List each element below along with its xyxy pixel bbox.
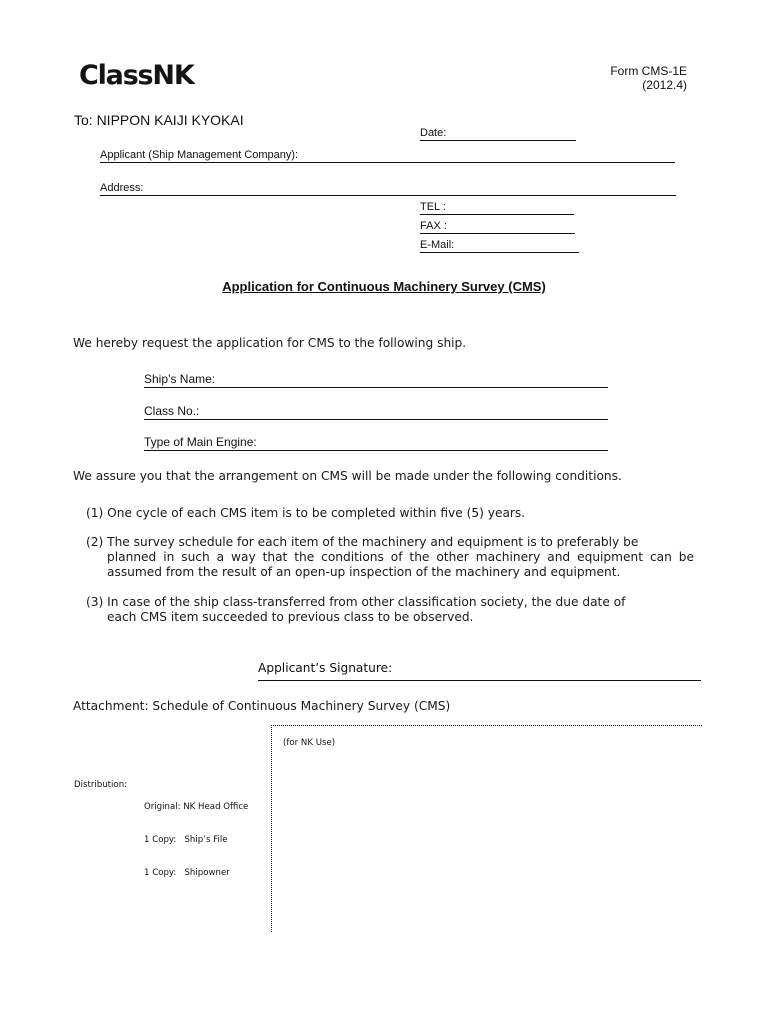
- condition-1: [86, 506, 694, 521]
- page-title: Application for Continuous Machinery Survey (CMS): [222, 279, 546, 294]
- condition-1-line: (1) One cycle of each CMS item is to be completed within five (5) years.: [86, 506, 526, 520]
- signature-label: Applicant’s Signature:: [258, 661, 393, 675]
- condition-3: [86, 595, 694, 625]
- distribution-label: Distribution:: [74, 780, 128, 790]
- main-engine-field[interactable]: [144, 435, 608, 451]
- classnk-logo: ClassNK: [79, 60, 194, 91]
- condition-2-first-line: (2) The survey schedule for each item of the machinery and equipment is to preferably be: [86, 535, 639, 549]
- form-number-code: Form CMS-1E: [610, 64, 687, 78]
- nk-use-label: (for NK Use): [283, 738, 336, 748]
- condition-3-first-line: (3) In case of the ship class-transferred from other classification society, the due date of: [86, 595, 626, 609]
- address-label: Address:: [100, 182, 144, 194]
- applicant-field[interactable]: [100, 148, 675, 163]
- applicant-label: Applicant (Ship Management Company):: [100, 149, 299, 161]
- condition-2-continuation: planned in such a way that the conditions of the other machinery and equipment can be assumed from the result of an open-up inspection of the machinery and equipment.: [107, 550, 694, 579]
- tel-label: TEL :: [420, 201, 446, 213]
- condition-2: [86, 535, 694, 580]
- assure-text: We assure you that the arrangement on CMS will be made under the following conditions.: [73, 469, 622, 483]
- main-engine-label: Type of Main Engine:: [144, 435, 257, 449]
- ship-name-field[interactable]: [144, 372, 608, 388]
- distribution-copy-ship: 1 Copy: Ship’s File: [144, 835, 228, 845]
- request-text: We hereby request the application for CMS to the following ship.: [73, 336, 467, 350]
- fax-label: FAX :: [420, 220, 447, 232]
- date-field[interactable]: [420, 126, 576, 141]
- condition-3-continuation: each CMS item succeeded to previous class to be observed.: [107, 610, 474, 624]
- form-number: [610, 64, 687, 92]
- class-no-label: Class No.:: [144, 404, 200, 418]
- address-field[interactable]: [100, 181, 676, 196]
- date-label: Date:: [420, 127, 447, 139]
- attachment-text: Attachment: Schedule of Continuous Machinery Survey (CMS): [73, 699, 451, 713]
- class-no-field[interactable]: [144, 404, 608, 420]
- recipient: To: NIPPON KAIJI KYOKAI: [74, 112, 244, 128]
- form-number-date: (2012.4): [642, 78, 687, 92]
- email-field[interactable]: [420, 238, 579, 253]
- distribution-copy-owner: 1 Copy: Shipowner: [144, 868, 230, 878]
- fax-field[interactable]: [420, 219, 575, 234]
- nk-use-box: [271, 725, 702, 932]
- email-label: E-Mail:: [420, 239, 455, 251]
- distribution-original: Original: NK Head Office: [144, 802, 249, 812]
- tel-field[interactable]: [420, 200, 574, 215]
- ship-name-label: Ship’s Name:: [144, 372, 216, 386]
- signature-field[interactable]: [258, 661, 701, 681]
